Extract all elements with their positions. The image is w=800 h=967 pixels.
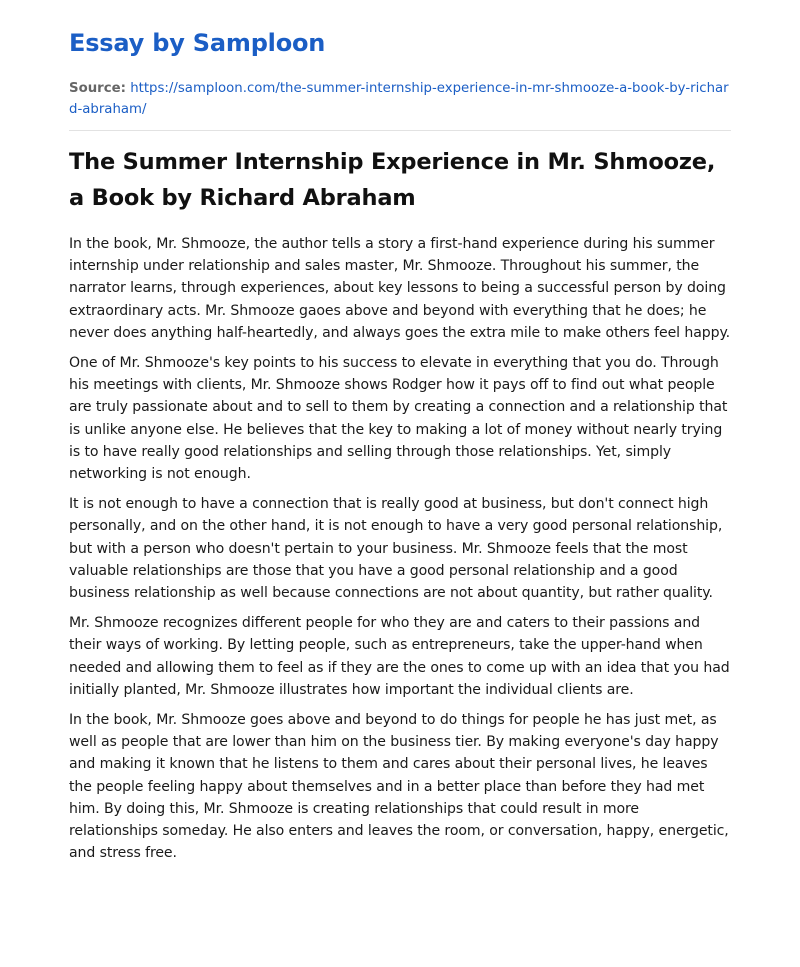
site-brand[interactable]: Essay by Samploon <box>69 29 326 57</box>
source-line <box>69 78 731 120</box>
source-link[interactable]: https://samploon.com/the-summer-internship-experience-in-mr-shmooze-a-book-by-richard-abraham/ <box>69 81 729 117</box>
source-label: Source: <box>69 81 126 96</box>
essay-title: The Summer Internship Experience in Mr. Shmooze, a Book by Richard Abraham <box>69 149 716 211</box>
header-divider <box>69 130 731 131</box>
paragraph-5: In the book, Mr. Shmooze goes above and beyond to do things for people he has just met, as well as people that are lower than him on the business tier. By making everyone's day happy and making it known that he listens to them and cares about their personal lives, he leaves the people feeling happy about themselves and in a better place than before they had met him. By doing this, Mr. Shmooze is creating relationships that could result in more relationships someday. He also enters and leaves the room, or conversation, happy, energetic, and stress free. <box>69 712 729 862</box>
paragraph-1: In the book, Mr. Shmooze, the author tells a story a first-hand experience during his summer internship under relationship and sales master, Mr. Shmooze. Throughout his summer, the narrator learns, through experiences, about key lessons to being a successful person by doing extraordinary acts. Mr. Shmooze gaoes above and beyond with everything that he does; he never does anything half-heartedly, and always goes the extra mile to make others feel happy. <box>69 236 731 341</box>
paragraph-3: It is not enough to have a connection that is really good at business, but don't connect high personally, and on the other hand, it is not enough to have a very good personal relationship, but with a person who doesn't pertain to your business. Mr. Shmooze feels that the most valuable relationships are those that you have a good personal relationship and a good business relationship as well because connections are not about quantity, but rather quality. <box>69 496 723 602</box>
paragraph-4: Mr. Shmooze recognizes different people for who they are and caters to their passions and their ways of working. By letting people, such as entrepreneurs, take the upper-hand when needed and allowing them to feel as if they are the ones to come up with an idea that you had initially planted, Mr. Shmooze illustrates how important the individual clients are. <box>69 615 730 698</box>
paragraph-2: One of Mr. Shmooze's key points to his success to elevate in everything that you do. Through his meetings with clients, Mr. Shmooze shows Rodger how it pays off to find out what people are truly passionate about and to sell to them by creating a connection and a relationship that is unlike anyone else. He believes that the key to making a lot of money without nearly trying is to have really good relationships and selling through those relationships. Yet, simply networking is not enough. <box>69 355 728 483</box>
essay-body <box>69 233 731 872</box>
